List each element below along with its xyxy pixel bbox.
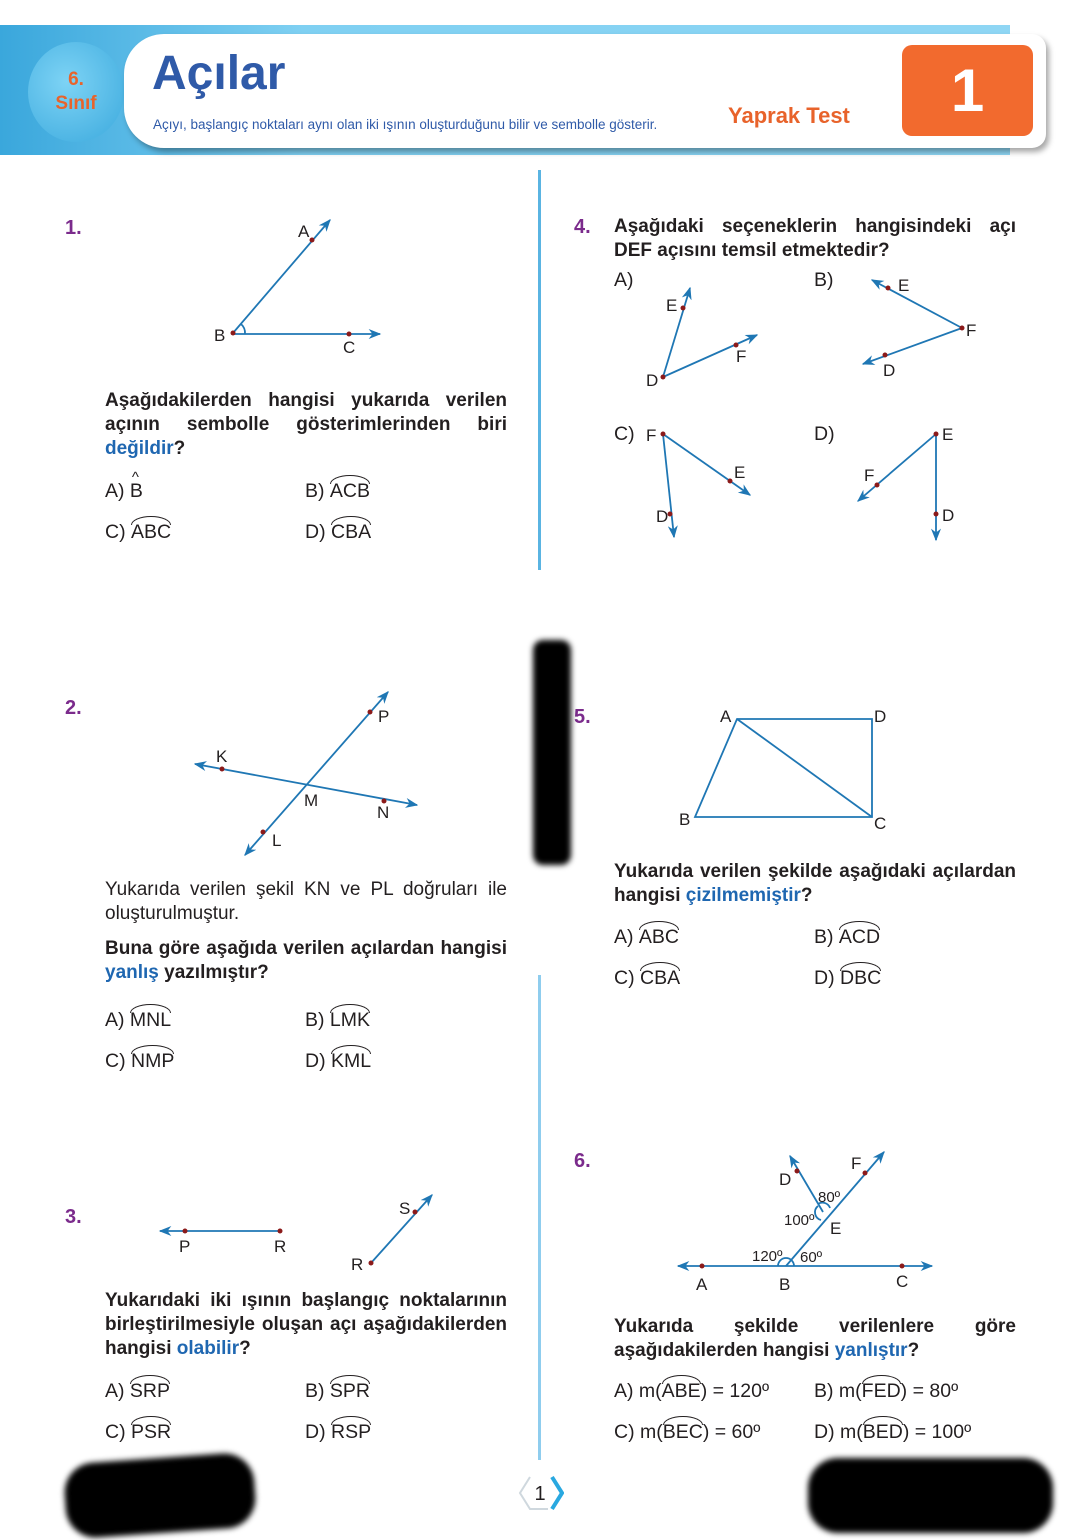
q1-ray-ba [233, 220, 330, 333]
grade-label: Sınıf [55, 93, 97, 114]
option-value: PSR [131, 1421, 172, 1443]
q2-line-pl [245, 692, 388, 855]
q6-angle-60: 60º [800, 1249, 823, 1266]
grade-number: 6. [68, 69, 84, 90]
option-value: BEC [662, 1421, 703, 1443]
q2-option-d[interactable] [305, 1050, 371, 1073]
option-letter: D) [814, 967, 835, 989]
q3-label-s: S [399, 1199, 411, 1218]
option-value: ^ B [130, 480, 143, 503]
q2-label-n: N [377, 803, 390, 822]
option-letter: A) [614, 926, 634, 948]
option-letter: D) [305, 1050, 326, 1072]
q5-diagonal-ac [737, 719, 872, 817]
q4d-label-f: F [864, 466, 875, 485]
redaction [533, 640, 571, 865]
q4b-label-e: E [898, 276, 910, 295]
q4-question: Aşağıdaki seçeneklerin hangisindeki açı DEF açısını temsil etmektedir? [614, 216, 1016, 261]
q6-text-end: ? [907, 1340, 920, 1361]
q5-option-c[interactable] [614, 967, 680, 990]
q6-option-c[interactable] [614, 1421, 760, 1444]
q4c-label-f: F [646, 426, 657, 445]
option-value: MNL [129, 1009, 172, 1031]
option-value: CBA [640, 967, 681, 989]
q6-question [614, 1315, 1016, 1363]
q4-option-c[interactable]: C) [614, 423, 635, 445]
q5-number: 5. [574, 706, 591, 728]
option-value: RSP [331, 1421, 372, 1443]
option-value: DBC [840, 967, 882, 989]
q6-label-c: C [896, 1272, 909, 1291]
q2-option-a[interactable] [105, 1009, 171, 1032]
q5-label-b: B [679, 810, 691, 829]
option-value: ACB [329, 480, 371, 502]
q1-label-c: C [343, 338, 356, 357]
option-rest: ) = 100º [902, 1421, 972, 1443]
q6-angle-120: 120º [752, 1248, 783, 1265]
q2-option-c[interactable] [105, 1050, 174, 1073]
q4-option-d[interactable]: D) [814, 423, 835, 445]
q5-label-d: D [874, 707, 887, 726]
q6-number: 6. [574, 1150, 591, 1172]
q6-option-b[interactable] [814, 1380, 958, 1403]
q4c-label-e: E [734, 463, 746, 482]
option-letter: C) m( [614, 1421, 663, 1443]
q1-number: 1. [65, 217, 82, 239]
option-letter: D) m( [814, 1421, 863, 1443]
q4c-label-d: D [656, 507, 669, 526]
option-value: SPR [329, 1380, 371, 1402]
q4a-label-d: D [646, 371, 659, 390]
q5-text: Yukarıda verilen şekilde aşağıdaki açılardan hangisi [614, 861, 1016, 906]
option-value: FED [861, 1380, 901, 1402]
option-letter: A) [105, 1380, 125, 1402]
option-value: SRP [129, 1380, 171, 1402]
q6-angle-100: 100º [784, 1212, 815, 1229]
q2-option-b[interactable] [305, 1009, 370, 1032]
q4a-label-e: E [666, 296, 678, 315]
option-letter: D) [305, 521, 326, 543]
chevron-right-icon [552, 1477, 562, 1509]
q3-option-a[interactable] [105, 1380, 170, 1403]
q4d-label-e: E [942, 425, 954, 444]
q6-label-a: A [696, 1275, 708, 1294]
option-rest: ) = 80º [900, 1380, 959, 1402]
option-letter: B) m( [814, 1380, 862, 1402]
page-number: 1 [534, 1483, 546, 1505]
option-value: ABC [131, 521, 172, 543]
q6-label-d: D [779, 1170, 792, 1189]
q2-question [105, 937, 507, 985]
q1-label-a: A [298, 222, 310, 241]
option-rest: ) = 60º [702, 1421, 761, 1443]
q5-label-c: C [874, 814, 887, 833]
q6-label-f: F [851, 1154, 862, 1173]
q1-highlight: değildir [105, 438, 174, 459]
redaction [63, 1451, 258, 1539]
option-letter: C) [105, 521, 126, 543]
q3-number: 3. [65, 1206, 82, 1228]
q5-question [614, 860, 1016, 908]
q3-option-c[interactable] [105, 1421, 171, 1444]
q6-option-d[interactable] [814, 1421, 971, 1444]
q1-option-a[interactable] [105, 480, 143, 503]
option-letter: C) [105, 1050, 126, 1072]
option-value: BED [862, 1421, 903, 1443]
option-letter: A) [105, 1009, 125, 1031]
q5-highlight: çizilmemiştir [685, 885, 801, 906]
q3-text-end: ? [239, 1338, 251, 1359]
test-number: 1 [902, 45, 1033, 136]
q2-label-p: P [378, 707, 390, 726]
q4-option-b[interactable]: B) [814, 269, 834, 291]
option-value: KML [331, 1050, 372, 1072]
option-value: ABE [661, 1380, 701, 1402]
option-letter: C) [105, 1421, 126, 1443]
q2-highlight: yanlış [105, 962, 159, 983]
q1-text: Aşağıdakilerden hangisi yukarıda verilen açının sembolle gösterimlerinden biri [105, 390, 507, 435]
q3-highlight: olabilir [176, 1338, 240, 1359]
test-type: Yaprak Test [728, 103, 850, 128]
redaction [808, 1458, 1053, 1533]
option-value: ABC [638, 926, 680, 948]
q1-label-b: B [214, 326, 226, 345]
page-title: Açılar [152, 47, 286, 100]
q6-option-a[interactable] [614, 1380, 769, 1403]
q4-option-a[interactable]: A) [614, 269, 634, 291]
q2-statement: Yukarıda verilen şekil KN ve PL doğruları ile oluşturulmuştur. [105, 879, 507, 924]
q2-label-k: K [216, 747, 228, 766]
q3-label-p: P [179, 1237, 191, 1256]
q6-angle-80: 80º [818, 1189, 841, 1206]
q3-label-r: R [274, 1237, 287, 1256]
q4b-label-f: F [966, 321, 977, 340]
q1-option-d[interactable] [305, 521, 371, 544]
q6-label-b: B [779, 1275, 791, 1294]
q4d-label-d: D [942, 506, 955, 525]
q1-option-c[interactable] [105, 521, 171, 544]
q5-option-d[interactable] [814, 967, 881, 990]
q4a-label-f: F [736, 347, 747, 366]
q3-text: Yukarıdaki iki ışının başlangıç noktalarının birleştirilmesiyle oluşan açı aşağıdakilerden hangisi [105, 1290, 507, 1359]
q5-option-b[interactable] [814, 926, 880, 949]
q3-label-r: R [351, 1255, 364, 1274]
option-letter: B) [305, 480, 325, 502]
q1-angle-arc [241, 324, 245, 334]
option-rest: ) = 120º [700, 1380, 770, 1402]
option-value: LMK [329, 1009, 371, 1031]
option-letter: C) [614, 967, 635, 989]
q5-label-a: A [720, 707, 732, 726]
q5-text-end: ? [800, 885, 813, 906]
option-value: ACD [838, 926, 881, 948]
q3-option-b[interactable] [305, 1380, 370, 1403]
option-letter: B) [305, 1380, 325, 1402]
q6-label-e: E [830, 1219, 842, 1238]
q6-text: Yukarıda şekilde verilenlere göre aşağıdakilerden hangisi [614, 1316, 1016, 1361]
q2-number: 2. [65, 697, 82, 719]
q3-question [105, 1289, 507, 1361]
option-letter: B) [814, 926, 834, 948]
option-letter: B) [305, 1009, 325, 1031]
q1-option-b[interactable] [305, 480, 370, 503]
q3-option-d[interactable] [305, 1421, 371, 1444]
q2-label-l: L [272, 831, 282, 850]
option-letter: A) [105, 480, 125, 502]
q2-text: Buna göre aşağıda verilen açılardan hangisi [105, 938, 507, 959]
option-value: CBA [331, 521, 372, 543]
option-value: NMP [131, 1050, 175, 1072]
page-subtitle: Açıyı, başlangıç noktaları aynı olan iki ışının oluşturduğunu bilir ve sembolle gösterir. [153, 117, 658, 132]
q5-option-a[interactable] [614, 926, 679, 949]
q1-text-end: ? [173, 438, 186, 459]
option-letter: D) [305, 1421, 326, 1443]
q6-highlight: yanlıştır [834, 1340, 908, 1361]
q4-number: 4. [574, 216, 591, 238]
option-letter: A) m( [614, 1380, 662, 1402]
q1-question [105, 389, 507, 461]
q2-text-end: yazılmıştır? [158, 962, 269, 983]
q2-label-m: M [304, 791, 319, 810]
q5-quadrilateral [695, 719, 872, 817]
q4b-label-d: D [883, 361, 896, 380]
page-number-badge [518, 1473, 564, 1513]
